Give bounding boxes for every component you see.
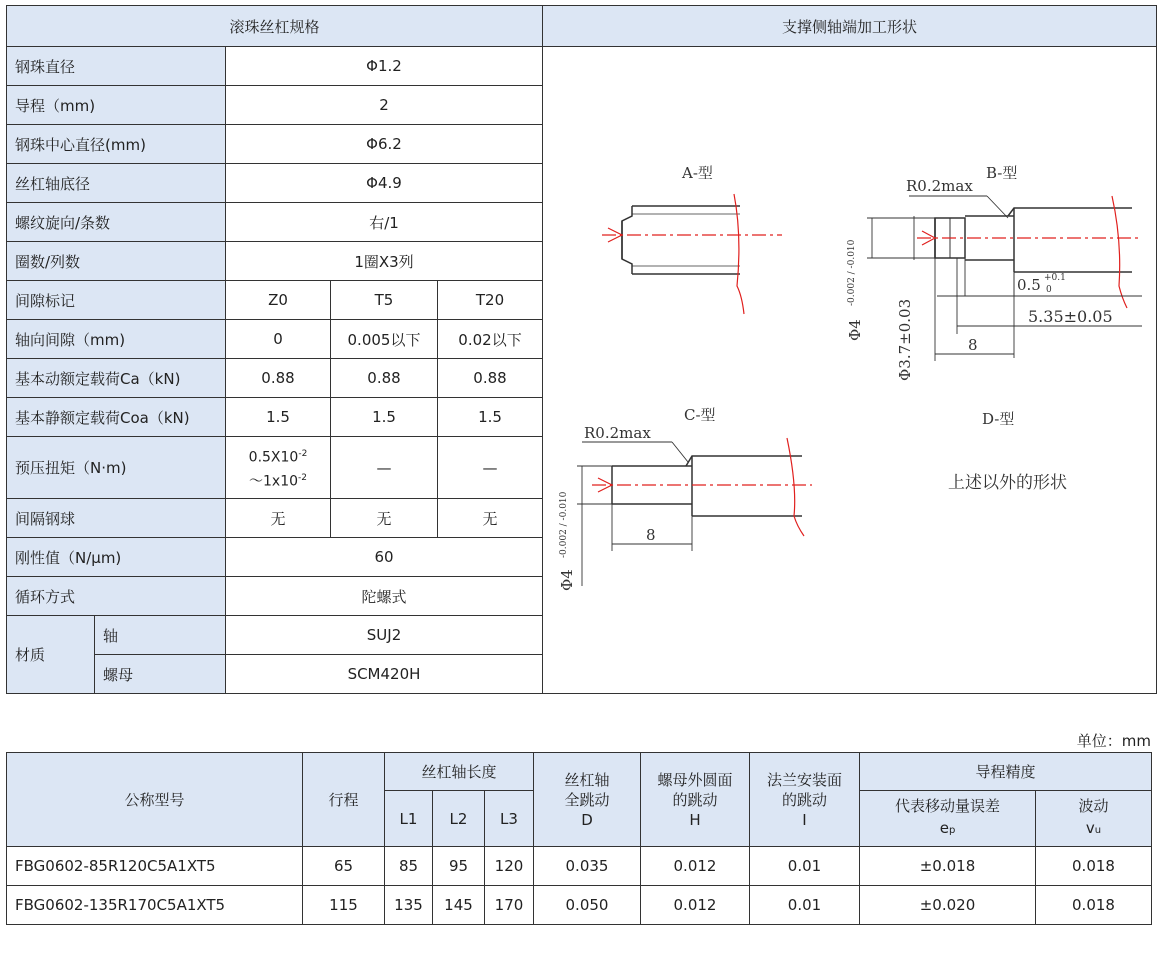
type-b-label: B-型 [986,164,1018,182]
row-value: 2 [226,86,543,125]
type-d-label: D-型 [982,410,1015,428]
row-label: 基本动额定载荷Ca（kN) [7,359,226,398]
spec-header: 滚珠丝杠规格 [7,6,543,47]
h-ep-sub: p [948,825,956,836]
row-label: 轴向间隙（mm) [7,320,226,359]
material-shaft-value: SUJ2 [226,616,543,655]
type-c-label: C-型 [684,406,716,424]
row-value: 60 [226,538,543,577]
row-label: 丝杠轴底径 [7,164,226,203]
row-value: Φ6.2 [226,125,543,164]
h-runout-d [534,753,641,847]
unit-label: 单位：mm [1076,732,1151,750]
shaft-end-drawing [542,46,1154,698]
h-stroke: 行程 [303,753,385,847]
type-b-8: 8 [968,336,978,354]
type-b-dia4: Φ4 [846,319,864,341]
preload-dash: — [331,437,438,499]
preload-exp: -2 [298,448,308,459]
type-a-figure [622,206,740,274]
row-label: 循环方式 [7,577,226,616]
row-label: 基本静额定载荷Coa（kN) [7,398,226,437]
stroke: 65 [303,847,385,886]
clearance-t5: T5 [331,281,438,320]
cell: 1.5 [226,398,331,437]
runout-d: 0.035 [534,847,641,886]
cell: 无 [331,499,438,538]
row-label: 钢珠直径 [7,47,226,86]
h-ep-text: 代表移动量误差 [894,797,1000,815]
cell: 1.5 [438,398,543,437]
cell: 1.5 [331,398,438,437]
stroke: 115 [303,886,385,925]
row-value: Φ4.9 [226,164,543,203]
row-label: 螺纹旋向/条数 [7,203,226,242]
row-label: 预压扭矩（N·m) [7,437,226,499]
type-b-groove-low: 0 [1046,285,1052,295]
l2: 95 [433,847,485,886]
row-label: 圈数/列数 [7,242,226,281]
h-runout-i-3: I [802,810,807,829]
preload-exp2: -2 [298,472,307,483]
l1: 135 [385,886,433,925]
runout-i: 0.01 [750,847,860,886]
type-b-len: 5.35±0.05 [1028,307,1113,326]
row-label: 刚性值（N/μm) [7,538,226,577]
type-b-groove-up: +0.1 [1044,273,1066,283]
preload-value [226,437,331,499]
clearance-t20: T20 [438,281,543,320]
vu: 0.018 [1036,886,1152,925]
material-nut-value: SCM420H [226,655,543,694]
type-b-dia37: Φ3.7±0.03 [896,298,914,381]
row-value: 1圈X3列 [226,242,543,281]
h-runout-h [641,753,750,847]
preload-dash: — [438,437,543,499]
h-l2: L2 [433,791,485,847]
row-label: 间隙标记 [7,281,226,320]
type-c-figure [612,456,802,516]
row-value: 右/1 [226,203,543,242]
row-value: 陀螺式 [226,577,543,616]
material-label: 材质 [7,616,95,694]
row-label: 导程（mm) [7,86,226,125]
h-vu [1036,791,1152,847]
l1: 85 [385,847,433,886]
h-runout-h-1: 螺母外圆面 [657,770,733,789]
h-lead: 导程精度 [860,753,1152,791]
table-row [7,847,1152,886]
ep: ±0.020 [860,886,1036,925]
h-runout-h-3: H [689,810,701,829]
h-runout-d-1: 丝杠轴 [564,770,610,789]
runout-i: 0.01 [750,886,860,925]
cell: 无 [438,499,543,538]
type-c-8: 8 [646,526,656,544]
h-runout-i [750,753,860,847]
preload-line1: 0.5X10 [248,449,299,466]
type-a-label: A-型 [682,164,713,182]
clearance-z0: Z0 [226,281,331,320]
table-row [7,886,1152,925]
vu: 0.018 [1036,847,1152,886]
l3: 120 [485,847,534,886]
type-c-dims [577,442,692,586]
h-runout-d-3: D [581,810,593,829]
h-ep-sym: e [939,819,949,837]
type-c-dia4-tol: -0.002 / -0.010 [559,491,569,558]
material-shaft-label: 轴 [95,616,226,655]
h-l3: L3 [485,791,534,847]
type-b-dia4-tol: -0.002 / -0.010 [847,239,857,306]
h-vu-sym: v [1085,819,1095,837]
cell: 0.005以下 [331,320,438,359]
type-c-dia4: Φ4 [558,569,576,591]
h-runout-i-1: 法兰安装面 [766,770,842,789]
row-label: 间隔钢球 [7,499,226,538]
cell: 0.88 [331,359,438,398]
h-model: 公称型号 [7,753,303,847]
h-vu-text: 波动 [1078,797,1109,815]
material-nut-label: 螺母 [95,655,226,694]
type-c-red [592,438,812,536]
cell: 0 [226,320,331,359]
type-b-r: R0.2max [906,177,973,195]
l3: 170 [485,886,534,925]
cell: 无 [226,499,331,538]
model-name: FBG0602-85R120C5A1XT5 [7,847,303,886]
runout-d: 0.050 [534,886,641,925]
l2: 145 [433,886,485,925]
runout-h: 0.012 [641,847,750,886]
h-runout-h-2: 的跳动 [672,790,718,809]
type-b-groove: 0.5 [1017,276,1041,294]
h-l1: L1 [385,791,433,847]
cell: 0.88 [438,359,543,398]
type-c-r: R0.2max [584,424,651,442]
model-name: FBG0602-135R170C5A1XT5 [7,886,303,925]
cell: 0.02以下 [438,320,543,359]
drawing-header: 支撑侧轴端加工形状 [543,6,1157,47]
h-vu-sub: u [1094,825,1102,836]
preload-line2: ～1x10 [249,473,299,490]
type-d-note: 上述以外的形状 [948,473,1067,493]
h-length: 丝杠轴长度 [385,753,534,791]
h-runout-d-2: 全跳动 [564,790,610,809]
h-runout-i-2: 的跳动 [781,790,827,809]
model-table [6,752,1152,925]
type-a-red [602,194,782,314]
runout-h: 0.012 [641,886,750,925]
row-value: Φ1.2 [226,47,543,86]
cell: 0.88 [226,359,331,398]
h-ep [860,791,1036,847]
row-label: 钢珠中心直径(mm) [7,125,226,164]
ep: ±0.018 [860,847,1036,886]
